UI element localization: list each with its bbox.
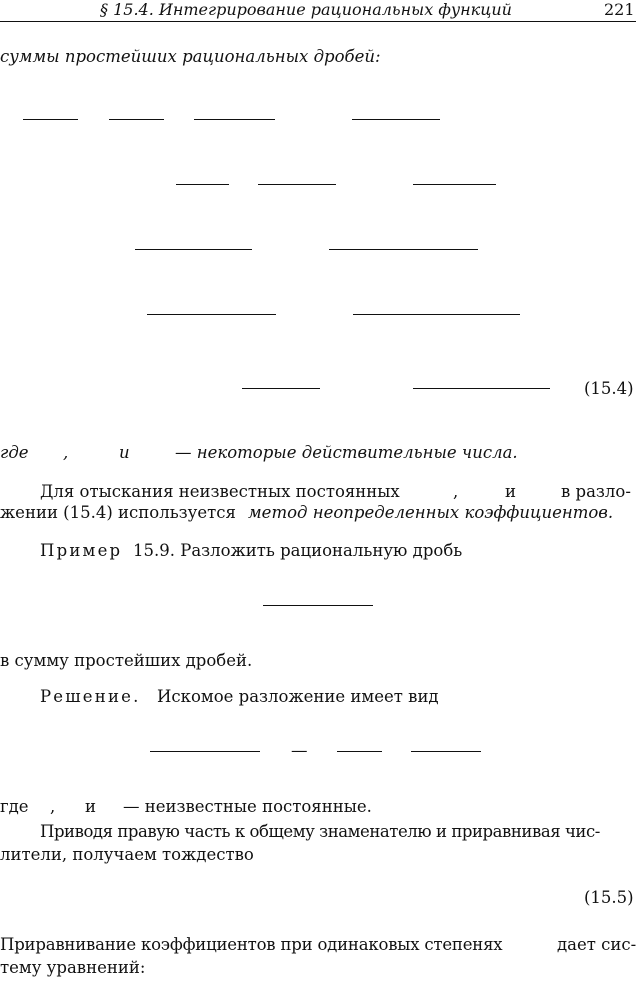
header-rule xyxy=(0,21,636,22)
para1-line1-b: , xyxy=(453,482,459,501)
into-sum-line: в сумму простейших дробей. xyxy=(0,651,253,670)
fraction-bar xyxy=(109,119,164,120)
fraction-bar xyxy=(242,388,320,389)
para2-line2: лители, получаем тождество xyxy=(0,845,254,864)
fraction-bar xyxy=(413,388,550,389)
fraction-bar xyxy=(337,751,382,752)
equation-number-15-4: (15.4) xyxy=(584,379,634,398)
fraction-bar xyxy=(147,314,276,315)
para3-line1-b: дает сис- xyxy=(557,935,636,954)
para1-line2-b: метод неопределенных коэффициентов. xyxy=(248,503,614,522)
where-line-2-d: — неизвестные постоянные. xyxy=(123,797,372,816)
where-line-2-a: где xyxy=(0,797,29,816)
solution-text: Искомое разложение имеет вид xyxy=(157,687,439,706)
fraction-bar xyxy=(353,314,520,315)
fraction-bar xyxy=(194,119,275,120)
equation-number-15-5: (15.5) xyxy=(584,888,634,907)
para2-line1: Приводя правую часть к общему знаменателю и приравнивая чис- xyxy=(40,822,600,841)
where-line-1-d: — некоторые действительные числа. xyxy=(175,443,518,462)
para3-line2: тему уравнений: xyxy=(0,958,146,977)
para3-line1-a: Приравнивание коэффициентов при одинаковых степенях xyxy=(0,935,503,954)
solution-label: Решение. xyxy=(40,687,141,706)
minus-sign: — xyxy=(291,741,308,760)
example-label: Пример xyxy=(40,541,123,560)
where-line-2-c: и xyxy=(85,797,96,816)
running-header-title: § 15.4. Интегрирование рациональных функций xyxy=(100,0,512,19)
fraction-bar xyxy=(150,751,260,752)
fraction-bar xyxy=(411,751,481,752)
intro-line: суммы простейших рациональных дробей: xyxy=(0,47,381,66)
fraction-bar xyxy=(135,249,252,250)
fraction-bar xyxy=(176,184,229,185)
page-number: 221 xyxy=(604,0,635,19)
para1-line1-d: в разло- xyxy=(561,482,631,501)
para1-line1-c: и xyxy=(505,482,516,501)
fraction-bar xyxy=(413,184,496,185)
fraction-bar xyxy=(23,119,78,120)
where-line-1-c: и xyxy=(119,443,130,462)
para1-line1-a: Для отыскания неизвестных постоянных xyxy=(40,482,400,501)
example-text: 15.9. Разложить рациональную дробь xyxy=(133,541,463,560)
where-line-2-b: , xyxy=(50,797,56,816)
fraction-bar xyxy=(263,605,373,606)
fraction-bar xyxy=(352,119,440,120)
fraction-bar xyxy=(258,184,336,185)
where-line-1-a: где xyxy=(0,443,29,462)
fraction-bar xyxy=(329,249,478,250)
para1-line2-a: жении (15.4) используется xyxy=(0,503,236,522)
where-line-1-b: , xyxy=(63,443,69,462)
